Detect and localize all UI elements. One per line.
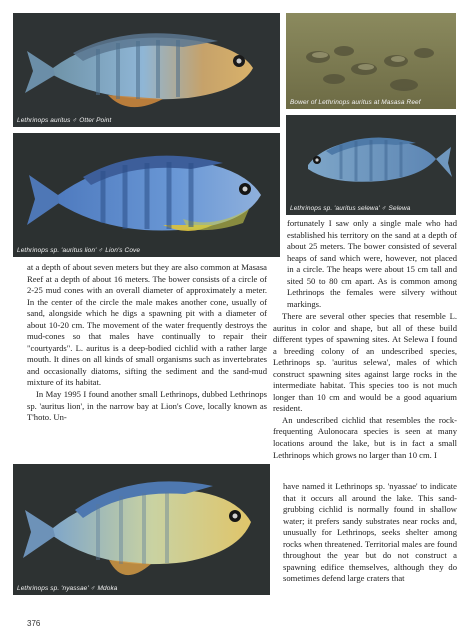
- body-paragraph: In May 1995 I found another small Lethrinops, dubbed Lethrinops sp. 'auritus lion', in the narrow bay at Lion's Cove, locally known as T'hoto. Un-: [27, 389, 267, 423]
- right-column: [287, 218, 457, 310]
- sand-bower-illustration: [286, 13, 456, 109]
- body-paragraph: at a depth of about seven meters but they are also common at Masasa Reef at a depth of about 16 meters. The bower consists of a circle of 2-25 mud cones with an overall diameter of approximately a meter. In the center of the circle the male makes another cone, usually of sand, alongside which he digs a spawning pit with a diameter of about 10-20 cm. The movement of the water frequently destroys the mud-cones so that males have continually to repair their "courtyards". L. auritus is a deep-bodied cichlid with a rather large mouth. It dines on all kinds of small organisms such as invertebrates and occasionally diatoms, sifting the sediment and the sand-mud mixture of its habitat.: [27, 262, 267, 388]
- photo-lethrinops-nyassae: [13, 464, 270, 595]
- photo-bower-masasa-reef: [286, 13, 456, 109]
- photo-lethrinops-auritus: [13, 13, 280, 127]
- body-paragraph: An undescribed cichlid that resembles the rock-frequenting Aulonocara species is seen at many locations around the lake, but is in fact a small Lethrinops which grows no larger than 10 cm. I: [273, 414, 457, 460]
- photo-lethrinops-auritus-lion: [13, 133, 280, 257]
- right-column-continued: [273, 311, 457, 461]
- photo-caption: Bower of Lethrinops auritus at Masasa Reef: [290, 99, 421, 106]
- body-paragraph: There are several other species that resemble L. auritus in color and shape, but all of these build different types of spawning sites. At Selewa I found a breeding colony of an undescribed species, Lethrinops sp. 'auritus selewa', males of which construct spawning sites against large rocks in the intermediate habitat. This species too is not much longer than 10 cm and would be a good aquarium resident.: [273, 311, 457, 414]
- body-paragraph: have named it Lethrinops sp. 'nyassae' to indicate that it occurs all around the lake. This sand-grubbing cichlid is normally found in shallow water; it prefers sandy substrates near rocks and, unusually for Lethrinops, seeks shelter among rocks when threatened. Territorial males are found throughout the year but do not construct a spawning edifice themselves, although they do sometimes defend large craters that: [283, 481, 457, 584]
- right-column-narrow: [283, 481, 457, 585]
- photo-caption: Lethrinops sp. 'nyassae' ♂ Mdoka: [17, 585, 118, 592]
- fish-illustration: [13, 13, 280, 127]
- photo-caption: Lethrinops auritus ♂ Otter Point: [17, 117, 112, 124]
- body-paragraph: fortunately I saw only a single male who had established his territory on the sand at a depth of about 25 meters. The bower consisted of several heaps of sand which were, however, not placed in a circle. The heaps were about 15 cm tall and sited 50 to 80 cm apart. As is common among Lethrinops the females were silvery without markings.: [287, 218, 457, 309]
- page-number: 376: [27, 619, 41, 628]
- photo-caption: Lethrinops sp. 'auritus lion' ♂ Lion's Cove: [17, 247, 141, 254]
- fish-illustration: [13, 133, 280, 257]
- left-column: [27, 262, 267, 424]
- fish-illustration: [286, 115, 456, 215]
- photo-lethrinops-auritus-selewa: [286, 115, 456, 215]
- photo-caption: Lethrinops sp. 'auritus selewa' ♂ Selewa: [290, 205, 411, 212]
- fish-illustration: [13, 464, 270, 595]
